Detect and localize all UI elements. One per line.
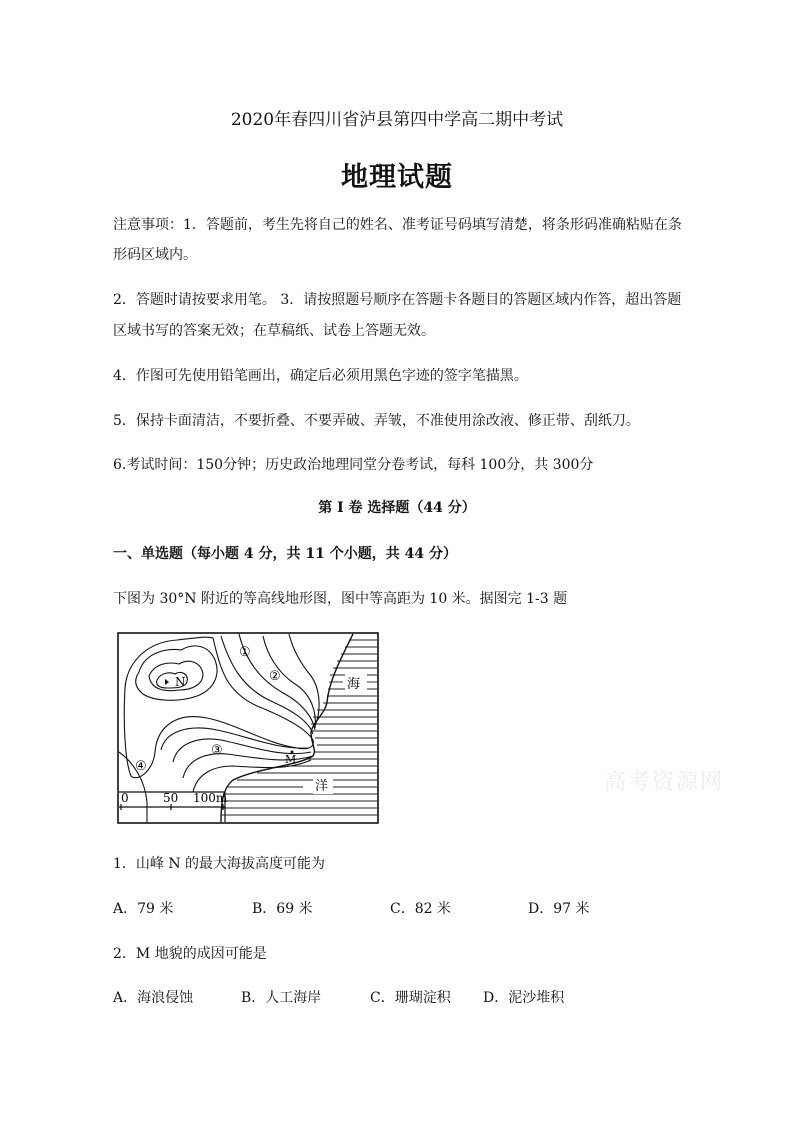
section-title: 第 I 卷 选择题（44 分） [318,500,476,516]
question-1-stem: 1．山峰 N 的最大海拔高度可能为 [113,856,326,872]
sea-label-2: 洋 [315,779,329,794]
scale-label-100: 100m [193,791,228,805]
q2-option-b[interactable]: B．人工海岸 [241,990,322,1006]
sea-label-1: 海 [347,677,361,692]
point-m-label: M [285,753,297,766]
q1-option-c[interactable]: C．82 米 [390,901,451,917]
q2-option-d[interactable]: D．泥沙堆积 [483,990,565,1006]
marker-3: ③ [211,743,223,758]
contour-map [117,632,379,824]
marker-2: ② [269,669,281,684]
note-line-2: 形码区域内。 [113,247,197,263]
q2-option-a[interactable]: A．海浪侵蚀 [113,990,194,1006]
note-line-6: 5．保持卡面清洁，不要折叠、不要弄破、弄皱，不准使用涂改液、修正带、刮纸刀。 [113,413,640,429]
q1-option-a[interactable]: A．79 米 [113,901,174,917]
question-2-stem: 2．M 地貌的成因可能是 [113,946,267,962]
peak-label: N [175,675,186,689]
q2-option-c[interactable]: C．珊瑚淀积 [370,990,451,1006]
exam-title: 地理试题 [341,162,453,193]
point-m-dot [291,751,294,754]
note-line-7: 6.考试时间：150分钟；历史政治地理同堂分卷考试，每科 100分，共 300分 [113,457,594,473]
note-line-3: 2．答题时请按要求用笔。 3．请按照题号顺序在答题卡各题目的答题区域内作答，超出答题 [113,292,682,308]
exam-subtitle: 2020年春四川省泸县第四中学高二期中考试 [230,110,564,130]
question-intro: 下图为 30°N 附近的等高线地形图，图中等高距为 10 米。据图完 1-3 题 [113,591,568,607]
note-line-1: 注意事项：1．答题前，考生先将自己的姓名、准考证号码填写清楚，将条形码准确粘贴在条 [113,217,682,233]
q1-option-d[interactable]: D．97 米 [528,901,590,917]
marker-4: ④ [135,759,147,774]
scale-label-50: 50 [163,791,179,805]
q1-option-b[interactable]: B．69 米 [252,901,313,917]
part-title: 一、单选题（每小题 4 分，共 11 个小题，共 44 分） [113,546,457,562]
scale-label-0: 0 [121,791,129,805]
note-line-5: 4．作图可先使用铅笔画出，确定后必须用黑色字迹的签字笔描黑。 [113,368,528,384]
note-line-4: 区域书写的答案无效；在草稿纸、试卷上答题无效。 [113,323,435,339]
marker-1: ① [239,645,251,660]
watermark: 高考资源网 [604,770,725,795]
